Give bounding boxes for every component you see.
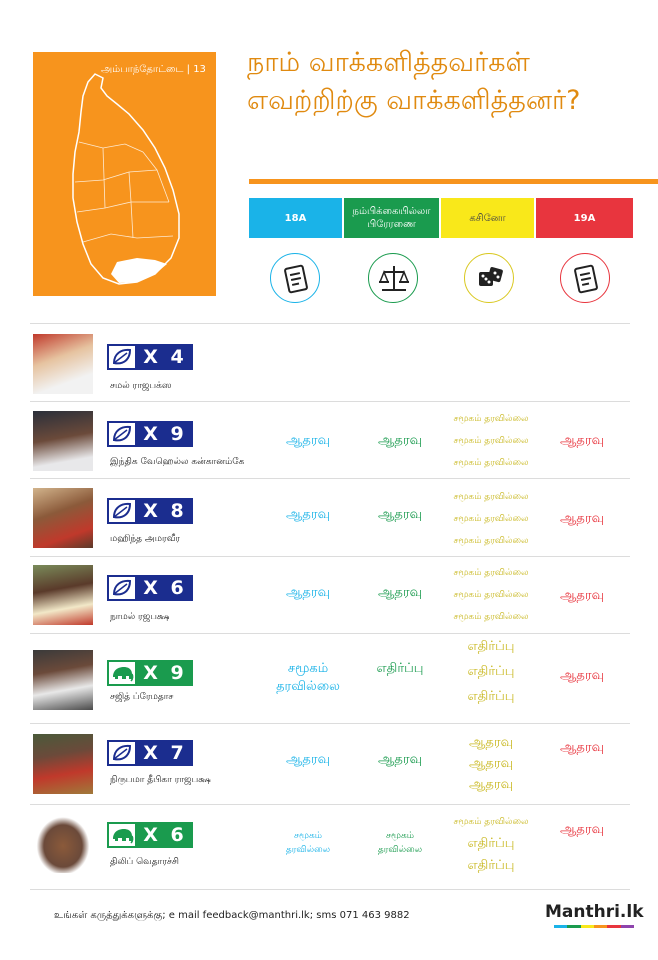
party-number-badge: X 4 — [107, 344, 193, 370]
avatar — [33, 411, 93, 471]
row-divider — [30, 323, 630, 324]
leaf-icon — [107, 740, 137, 766]
leaf-icon — [107, 498, 137, 524]
logo-color-bar — [554, 925, 634, 928]
row-divider — [30, 556, 630, 557]
party-number-badge: X 8 — [107, 498, 193, 524]
vote-no-confidence: ஆதரவு — [377, 752, 423, 767]
row-divider — [30, 723, 630, 724]
party-number-badge: X 9 — [107, 660, 193, 686]
party-number-badge: X 9 — [107, 421, 193, 447]
candidate-name: இந்திக வேஹெல்ல கன்கானம்கே — [110, 457, 245, 467]
vote-18a: ஆதரவு — [285, 433, 331, 448]
candidate-name: சஜித் ப்ரேமதாச — [110, 692, 174, 702]
party-number-badge: X 6 — [107, 822, 193, 848]
vote-casino: ஆதரவு ஆதரவு ஆதரவு — [468, 735, 514, 792]
vote-18a: ஆதரவு — [285, 752, 331, 767]
candidate-name: சமல் ராஜபக்ஸ — [110, 381, 172, 391]
candidate-name: மஹிந்த அமரவீர — [110, 534, 180, 544]
vote-casino: எதிர்ப்பு எதிர்ப்பு எதிர்ப்பு — [467, 639, 515, 704]
manthri-logo: Manthri.lk — [545, 902, 644, 922]
avatar — [33, 734, 93, 794]
vote-19a: ஆதரவு — [559, 668, 605, 683]
avatar — [33, 334, 93, 394]
elephant-icon — [107, 660, 137, 686]
leaf-icon — [107, 344, 137, 370]
avatar — [33, 813, 93, 873]
party-number-badge: X 7 — [107, 740, 193, 766]
candidate-name: திலிப் வெதாரச்சி — [110, 857, 179, 867]
avatar — [33, 488, 93, 548]
document-icon — [270, 253, 320, 303]
row-divider — [30, 401, 630, 402]
vote-no-confidence: ஆதரவு — [377, 433, 423, 448]
vote-casino: சமூகம் தரவில்லை சமூகம் தரவில்லை சமூகம் தரவில்லை — [453, 414, 529, 468]
leaf-icon — [107, 575, 137, 601]
vote-no-confidence: எதிர்ப்பு — [376, 661, 424, 676]
avatar — [33, 565, 93, 625]
party-number-badge: X 6 — [107, 575, 193, 601]
vote-no-confidence: ஆதரவு — [377, 585, 423, 600]
vote-casino: சமூகம் தரவில்லை எதிர்ப்பு எதிர்ப்பு — [453, 817, 529, 873]
title-line-2: எவற்றிற்கு வாக்களித்தனர்? — [247, 85, 581, 116]
vote-18a: ஆதரவு — [285, 507, 331, 522]
column-header-18a: 18A — [249, 198, 342, 238]
row-divider — [30, 478, 630, 479]
title-line-1: நாம் வாக்களித்தவர்கள் — [247, 47, 530, 78]
column-header-casino: கசினோ — [441, 198, 534, 238]
document-icon — [560, 253, 610, 303]
vote-18a: ஆதரவு — [285, 585, 331, 600]
district-map-panel — [33, 52, 216, 296]
dice-icon — [464, 253, 514, 303]
sri-lanka-map — [33, 52, 216, 296]
vote-casino: சமூகம் தரவில்லை சமூகம் தரவில்லை சமூகம் தரவில்லை — [453, 492, 529, 546]
vote-18a: சமூகம் தரவில்லை — [276, 661, 340, 694]
avatar — [33, 650, 93, 710]
title-divider — [249, 179, 658, 184]
scales-icon — [368, 253, 418, 303]
elephant-icon — [107, 822, 137, 848]
candidate-name: நிருபமா தீபிகா ராஜபக்ஷ — [110, 775, 211, 785]
vote-19a: ஆதரவு — [559, 588, 605, 603]
feedback-footer: உங்கள் கருத்துக்களுக்கு; e mail feedback@manthri.lk; sms 071 463 9882 — [54, 910, 410, 921]
column-header-19a: 19A — [536, 198, 633, 238]
vote-19a: ஆதரவு — [559, 511, 605, 526]
candidate-name: நாமல் ரஜபக்ஷ — [110, 612, 170, 622]
vote-casino: சமூகம் தரவில்லை சமூகம் தரவில்லை சமூகம் தரவில்லை — [453, 568, 529, 622]
leaf-icon — [107, 421, 137, 447]
row-divider — [30, 804, 630, 805]
vote-no-confidence: ஆதரவு — [377, 507, 423, 522]
vote-18a: சமூகம் தரவில்லை — [285, 831, 331, 855]
page-title — [247, 44, 647, 120]
vote-19a: ஆதரவு — [559, 740, 605, 755]
vote-19a: ஆதரவு — [559, 822, 605, 837]
row-divider — [30, 889, 630, 890]
vote-no-confidence: சமூகம் தரவில்லை — [377, 831, 423, 855]
vote-19a: ஆதரவு — [559, 433, 605, 448]
column-header-no-confidence: நம்பிக்கையில்லா பிரேரணை — [344, 198, 439, 238]
highlighted-district — [111, 258, 167, 283]
district-label: அம்பாந்தோட்டை | 13 — [101, 64, 206, 75]
